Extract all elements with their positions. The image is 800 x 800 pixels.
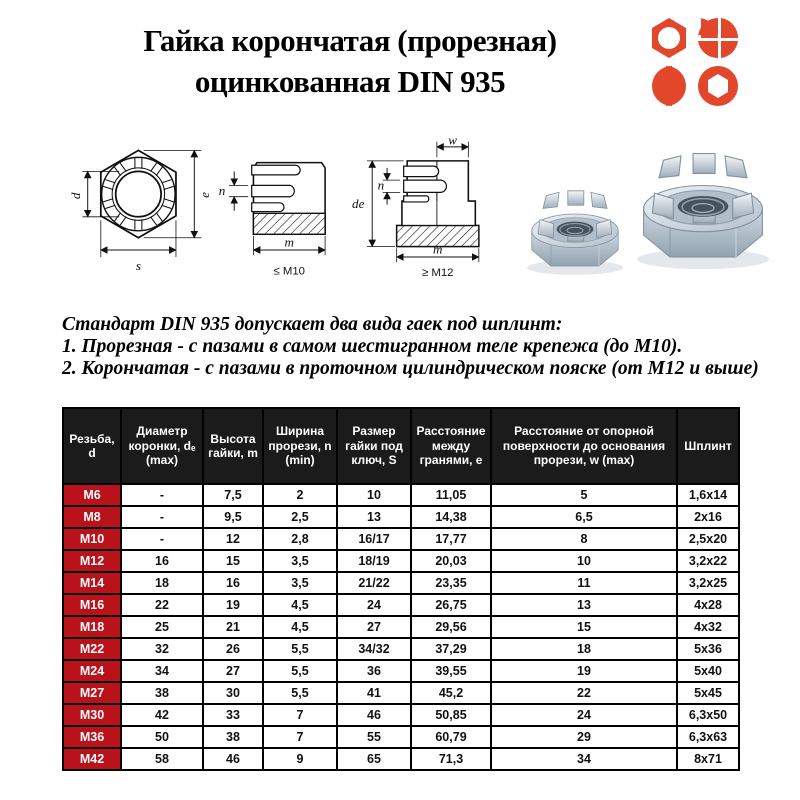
spec-value-cell: 39,55 [411, 660, 491, 682]
spec-value-cell: 27 [337, 616, 411, 638]
column-header: Ширина прорези, n (min) [263, 408, 337, 484]
title-line-2: оцинкованная DIN 935 [194, 64, 506, 99]
description-line-2: 1. Прорезная - с пазами в самом шестигранном теле крепежа (до М10). [62, 336, 683, 357]
spec-value-cell: 65 [337, 748, 411, 770]
thread-size-cell: М14 [63, 572, 121, 594]
spec-value-cell: 4x28 [677, 594, 739, 616]
spec-value-cell: 41 [337, 682, 411, 704]
table-row [63, 616, 739, 638]
spec-value-cell: 22 [491, 682, 677, 704]
table-row [63, 528, 739, 550]
spec-value-cell: 32 [121, 638, 203, 660]
spec-value-cell: 7 [263, 704, 337, 726]
spec-value-cell: 18/19 [337, 550, 411, 572]
thread-size-cell: М22 [63, 638, 121, 660]
spec-value-cell: 7 [263, 726, 337, 748]
spec-value-cell: 10 [491, 550, 677, 572]
dim-label-s: s [135, 258, 141, 274]
spec-value-cell: 55 [337, 726, 411, 748]
spec-value-cell: 3,5 [263, 572, 337, 594]
spec-value-cell: 34 [121, 660, 203, 682]
thread-size-cell: М18 [63, 616, 121, 638]
spec-value-cell: 15 [203, 550, 263, 572]
spec-value-cell: 4,5 [263, 616, 337, 638]
spec-value-cell: 9,5 [203, 506, 263, 528]
dim-label-m2: m [433, 241, 443, 257]
spec-value-cell: 14,38 [411, 506, 491, 528]
dim-label-de: de [352, 196, 365, 212]
spec-value-cell: 25 [121, 616, 203, 638]
thread-size-cell: М36 [63, 726, 121, 748]
spec-value-cell: 5x36 [677, 638, 739, 660]
spec-table [62, 407, 740, 771]
spec-value-cell: 27 [203, 660, 263, 682]
title-line-1: Гайка корончатая (прорезная) [143, 23, 557, 58]
dim-label-n2: n [378, 177, 385, 193]
column-header: Резьба, d [63, 408, 121, 484]
table-row [63, 506, 739, 528]
column-header: Размер гайки под ключ, S [337, 408, 411, 484]
spec-table-header-row [63, 408, 739, 484]
spec-value-cell: 16 [203, 572, 263, 594]
spec-value-cell: 37,29 [411, 638, 491, 660]
table-row [63, 660, 739, 682]
table-row [63, 748, 739, 770]
spec-value-cell: 33 [203, 704, 263, 726]
spec-value-cell: 9 [263, 748, 337, 770]
spec-value-cell: 5,5 [263, 638, 337, 660]
spec-value-cell: 6,3x63 [677, 726, 739, 748]
thread-size-cell: М24 [63, 660, 121, 682]
spec-value-cell: 16 [121, 550, 203, 572]
spec-value-cell: 29 [491, 726, 677, 748]
spec-value-cell: 13 [337, 506, 411, 528]
spec-value-cell: 50,85 [411, 704, 491, 726]
spec-value-cell: 42 [121, 704, 203, 726]
spec-value-cell: 2,5x20 [677, 528, 739, 550]
spec-value-cell: 22 [121, 594, 203, 616]
spec-value-cell: 3,2x25 [677, 572, 739, 594]
spec-value-cell: 38 [203, 726, 263, 748]
spec-value-cell: 58 [121, 748, 203, 770]
dim-label-n: n [218, 182, 226, 198]
column-header: Расстояние между гранями, e [411, 408, 491, 484]
castle-nut-large [637, 154, 769, 270]
dim-label-e: e [197, 192, 213, 198]
table-row [63, 572, 739, 594]
spec-value-cell: 71,3 [411, 748, 491, 770]
spec-value-cell: 46 [337, 704, 411, 726]
spec-value-cell: - [121, 528, 203, 550]
cross-screw-icon [698, 18, 738, 58]
spec-value-cell: 16/17 [337, 528, 411, 550]
size-range-caption-2: ≥ M12 [422, 267, 454, 280]
spec-value-cell: 10 [337, 484, 411, 506]
spec-value-cell: 5,5 [263, 660, 337, 682]
spec-value-cell: 60,79 [411, 726, 491, 748]
page-title [10, 20, 690, 102]
thread-size-cell: М6 [63, 484, 121, 506]
spec-value-cell: 6,5 [491, 506, 677, 528]
description-line-3: 2. Корончатая - с пазами в проточном цилиндрическом пояске (от М12 и выше) [62, 358, 759, 379]
spec-value-cell: 2 [263, 484, 337, 506]
spec-value-cell: 34/32 [337, 638, 411, 660]
spec-value-cell: 6,3x50 [677, 704, 739, 726]
spec-value-cell: - [121, 506, 203, 528]
dim-label-m: m [284, 234, 295, 250]
thread-size-cell: М16 [63, 594, 121, 616]
dim-label-w: w [448, 132, 458, 148]
spec-value-cell: 13 [491, 594, 677, 616]
spec-value-cell: 30 [203, 682, 263, 704]
spec-value-cell: 3,5 [263, 550, 337, 572]
column-header: Расстояние от опорной поверхности до основания прорези, w (max) [491, 408, 677, 484]
table-row [63, 682, 739, 704]
thread-size-cell: М42 [63, 748, 121, 770]
spec-value-cell: 7,5 [203, 484, 263, 506]
technical-drawings [58, 126, 508, 294]
spec-value-cell: 2,8 [263, 528, 337, 550]
spec-value-cell: 21 [203, 616, 263, 638]
spec-value-cell: 36 [337, 660, 411, 682]
spec-value-cell: 18 [121, 572, 203, 594]
product-photo [500, 124, 800, 294]
spec-value-cell: 29,56 [411, 616, 491, 638]
spec-value-cell: - [121, 484, 203, 506]
spec-value-cell: 26 [203, 638, 263, 660]
spec-value-cell: 11,05 [411, 484, 491, 506]
drawing-top-view [58, 126, 215, 291]
spec-value-cell: 19 [203, 594, 263, 616]
spec-value-cell: 5x45 [677, 682, 739, 704]
drawing-castle-view [346, 126, 508, 291]
spec-value-cell: 1,6x14 [677, 484, 739, 506]
spec-value-cell: 3,2x22 [677, 550, 739, 572]
spec-value-cell: 18 [491, 638, 677, 660]
spec-value-cell: 38 [121, 682, 203, 704]
castle-nut-small [527, 191, 623, 275]
spec-value-cell: 19 [491, 660, 677, 682]
spec-value-cell: 23,35 [411, 572, 491, 594]
dim-label-d: d [67, 192, 83, 200]
spec-table-body [63, 484, 739, 770]
standard-description [62, 314, 762, 380]
spec-value-cell: 11 [491, 572, 677, 594]
description-line-1: Стандарт DIN 935 допускает два вида гаек под шплинт: [62, 314, 563, 335]
table-row [63, 638, 739, 660]
slotted-screw-icon [652, 66, 686, 106]
spec-value-cell: 34 [491, 748, 677, 770]
table-row [63, 550, 739, 572]
spec-value-cell: 26,75 [411, 594, 491, 616]
spec-value-cell: 4x32 [677, 616, 739, 638]
drawing-slotted-view [215, 126, 346, 291]
thread-size-cell: М12 [63, 550, 121, 572]
spec-value-cell: 2x16 [677, 506, 739, 528]
column-header: Диаметр коронки, dₑ (max) [121, 408, 203, 484]
spec-value-cell: 15 [491, 616, 677, 638]
hex-socket-icon [698, 66, 738, 106]
table-row [63, 726, 739, 748]
spec-value-cell: 5 [491, 484, 677, 506]
spec-value-cell: 20,03 [411, 550, 491, 572]
spec-value-cell: 12 [203, 528, 263, 550]
table-row [63, 704, 739, 726]
thread-size-cell: М10 [63, 528, 121, 550]
spec-value-cell: 21/22 [337, 572, 411, 594]
spec-value-cell: 4,5 [263, 594, 337, 616]
spec-value-cell: 8 [491, 528, 677, 550]
table-row [63, 484, 739, 506]
spec-value-cell: 45,2 [411, 682, 491, 704]
table-row [63, 594, 739, 616]
spec-value-cell: 5x40 [677, 660, 739, 682]
column-header: Высота гайки, m [203, 408, 263, 484]
spec-value-cell: 17,77 [411, 528, 491, 550]
size-range-caption: ≤ M10 [273, 265, 306, 278]
thread-size-cell: М27 [63, 682, 121, 704]
spec-value-cell: 5,5 [263, 682, 337, 704]
spec-value-cell: 50 [121, 726, 203, 748]
hex-nut-icon [652, 18, 686, 58]
thread-size-cell: М8 [63, 506, 121, 528]
spec-value-cell: 24 [491, 704, 677, 726]
spec-value-cell: 46 [203, 748, 263, 770]
thread-size-cell: М30 [63, 704, 121, 726]
spec-value-cell: 24 [337, 594, 411, 616]
column-header: Шплинт [677, 408, 739, 484]
spec-value-cell: 8x71 [677, 748, 739, 770]
brand-logo [648, 16, 740, 108]
spec-value-cell: 2,5 [263, 506, 337, 528]
